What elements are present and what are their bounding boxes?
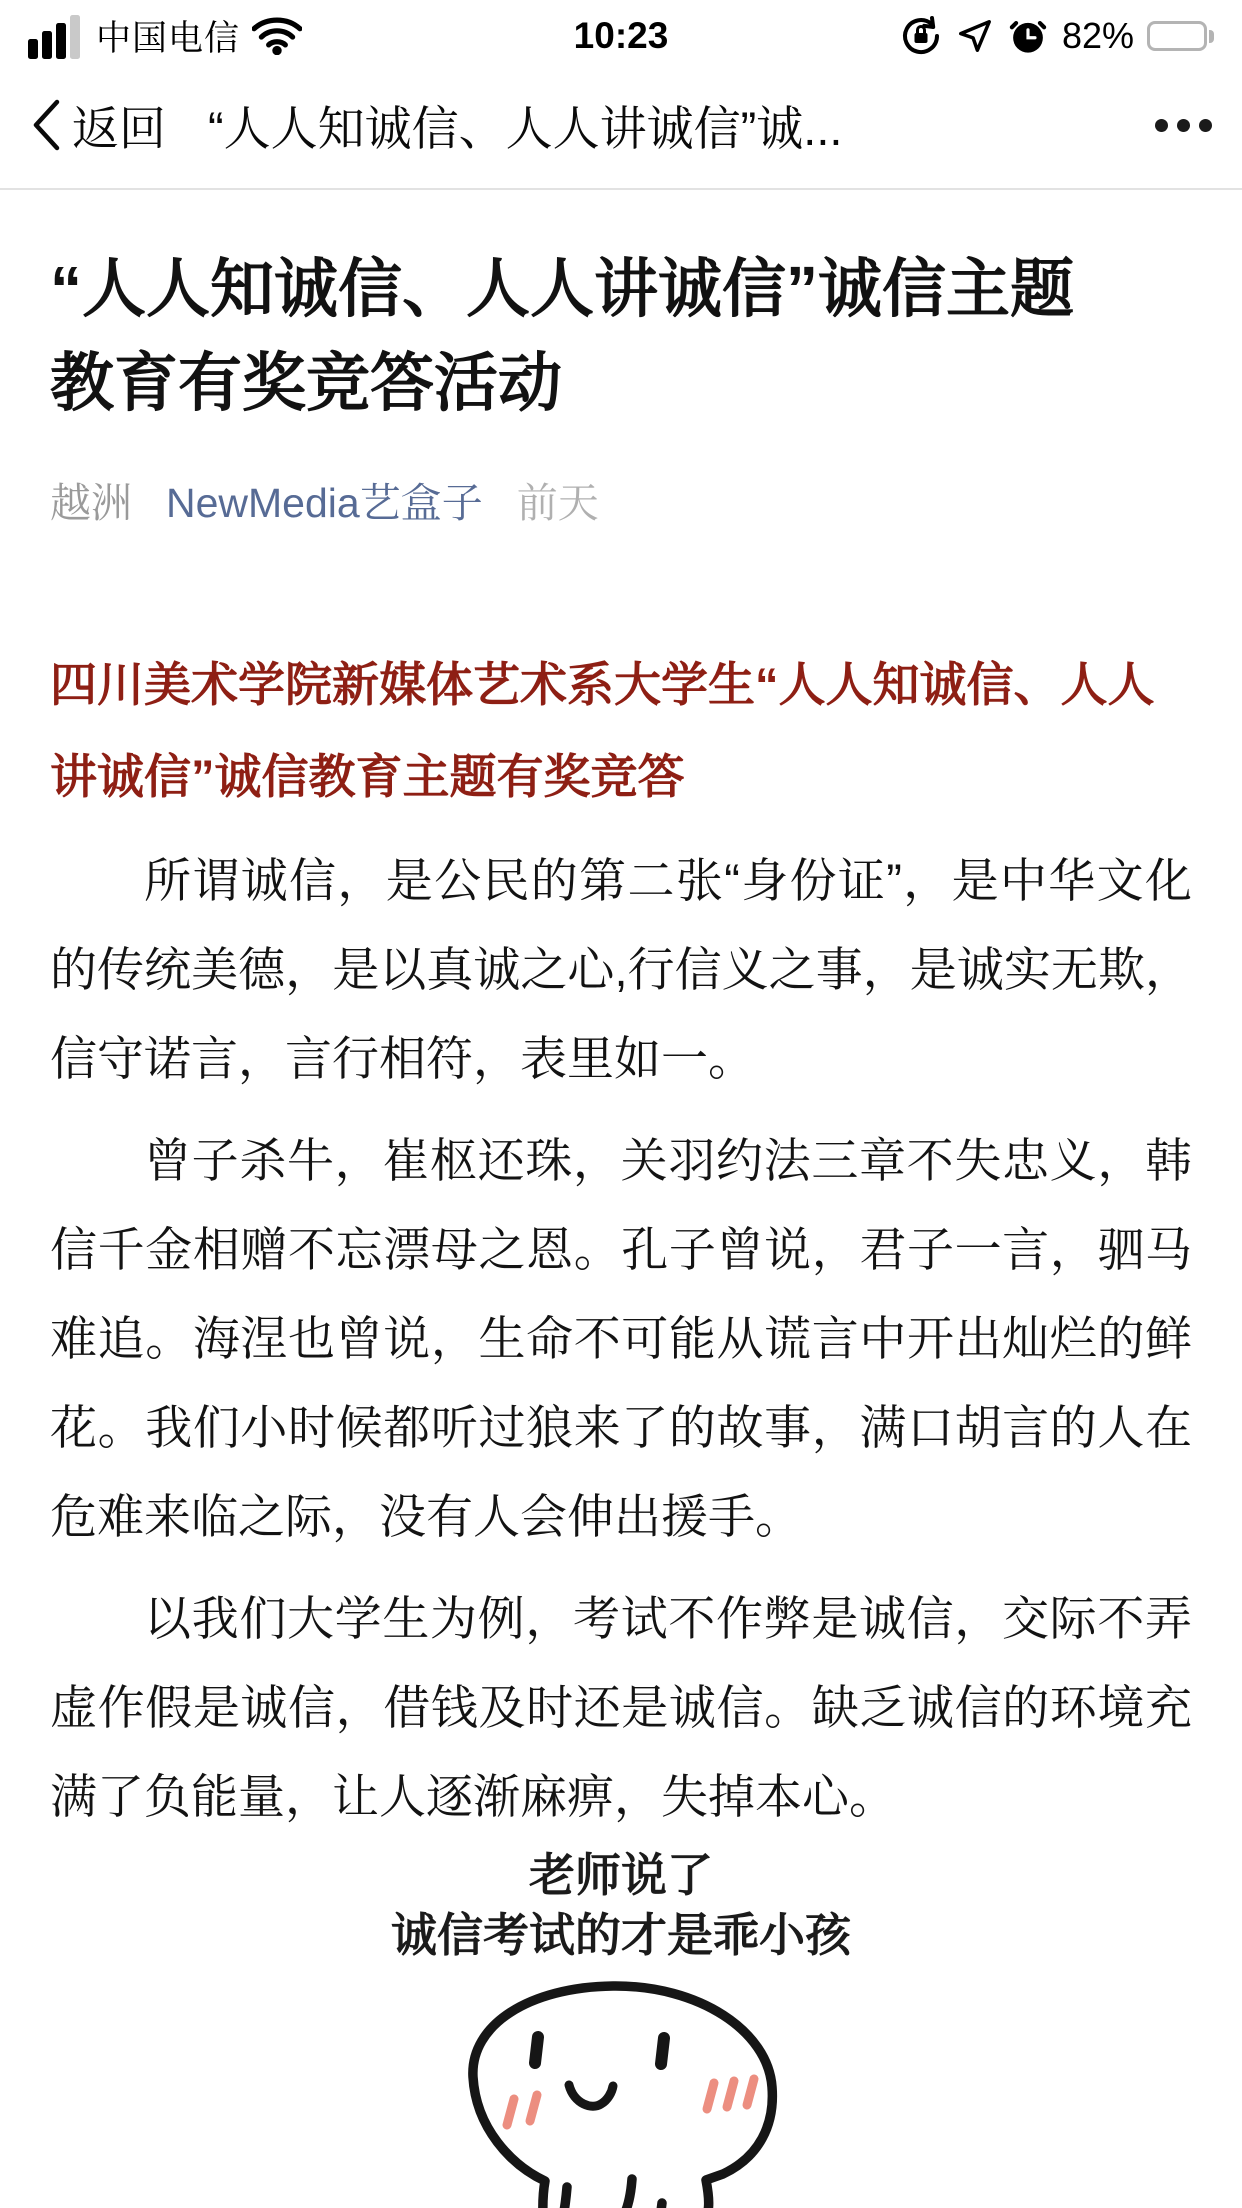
article-title-line: “人人知诚信、人人讲诚信”诚信主题 (50, 253, 1074, 325)
nav-title: “人人知诚信、人人讲诚信”诚... (208, 101, 843, 155)
back-chevron-icon (28, 96, 62, 154)
more-dot-icon (1177, 119, 1190, 132)
nav-bar (0, 62, 1242, 190)
back-button-label: 返回 (72, 101, 166, 155)
blob-character-illustration (361, 1973, 881, 2208)
byline-account[interactable]: NewMedia艺盒子 (166, 480, 483, 526)
more-dot-icon (1155, 119, 1168, 132)
more-dot-icon (1199, 119, 1212, 132)
meme-caption-line1: 老师说了 (529, 1849, 713, 1901)
article-body (0, 190, 1242, 2208)
alarm-clock-icon (1007, 15, 1049, 57)
carrier-label: 中国电信 (96, 19, 241, 58)
byline-author: 越洲 (50, 480, 132, 526)
battery-icon (1147, 21, 1214, 51)
back-button[interactable] (28, 92, 166, 159)
battery-percent-label: 82% (1061, 15, 1134, 56)
status-bar (0, 0, 1242, 62)
blob-left-eye (535, 2037, 538, 2063)
article-paragraph: 以我们大学生为例，考试不作弊是诚信，交际不弄虚作假是诚信，借钱及时还是诚信。缺乏诚信的环境充满了负能量，让人逐渐麻痹，失掉本心。 (50, 1592, 1192, 1823)
status-right-cluster (899, 14, 1214, 58)
location-arrow-icon (956, 17, 994, 55)
more-menu-button[interactable] (1153, 109, 1214, 142)
article-title-line: 教育有奖竞答活动 (50, 347, 562, 419)
article-heading: 四川美术学院新媒体艺术系大学生“人人知诚信、人人讲诚信”诚信教育主题有奖竞答 (50, 658, 1155, 803)
byline (50, 470, 1192, 529)
meme-caption-line2: 诚信考试的才是乖小孩 (391, 1909, 851, 1961)
byline-date: 前天 (516, 480, 599, 526)
article-paragraph: 所谓诚信，是公民的第二张“身份证”，是中华文化的传统美德，是以真诚之心,行信义之事，是诚实无欺，信守诺言，言行相符，表里如一。 (50, 854, 1192, 1085)
blob-right-eye (661, 2038, 664, 2064)
clock-time: 10:23 (573, 15, 669, 56)
meme-image[interactable] (50, 1845, 1192, 2208)
orientation-lock-icon (899, 14, 943, 58)
article-paragraph: 曾子杀牛，崔枢还珠，关羽约法三章不失忠义，韩信千金相赠不忘漂母之恩。孔子曾说，君子一言，驷马难追。海涅也曾说，生命不可能从谎言中开出灿烂的鲜花。我们小时候都听过狼来了的故事，满口胡言的人在危难来临之际，没有人会伸出援手。 (50, 1134, 1192, 1543)
article-title (50, 242, 1192, 430)
